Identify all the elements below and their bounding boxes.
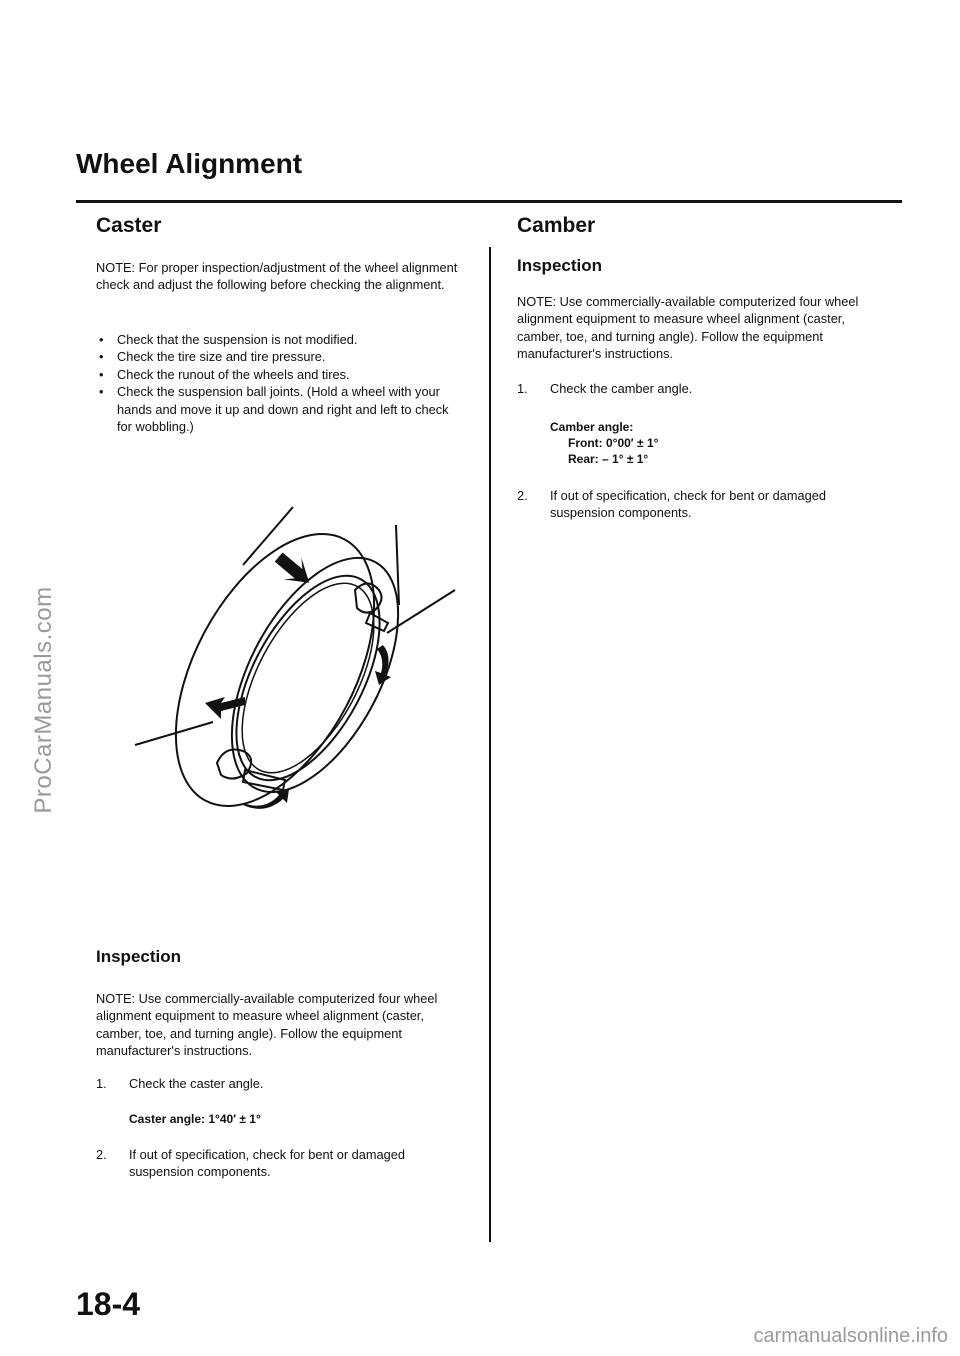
camber-heading: Camber [517, 214, 596, 237]
caster-note: NOTE: For proper inspection/adjustment of the wheel alignment check and adjust the following before checking the alignment. [96, 260, 458, 293]
caster-inspection-heading: Inspection [96, 947, 182, 966]
upper-arm [366, 613, 388, 631]
step-text: If out of specification, check for bent or damaged suspension components. [129, 1147, 406, 1180]
camber-spec-front: Front: 0°00′ ± 1° [568, 436, 659, 450]
caster-precheck-list [96, 331, 464, 435]
page-number: 18-4 [76, 1286, 141, 1322]
step-number: 1. [517, 381, 528, 396]
footer-watermark: carmanualsonline.info [753, 1325, 948, 1347]
arrow-up-icon [270, 546, 319, 593]
side-watermark: ProCarManuals.com [30, 586, 57, 814]
list-item: • Check that the suspension is not modified. [96, 331, 464, 348]
camber-inspection-note: NOTE: Use commercially-available computerized four wheel alignment equipment to measure wheel alignment (caster, camber, toe, and turning angle). Follow the equipment manufacturer's instructions. [517, 294, 859, 362]
caster-step-1 [96, 1075, 464, 1092]
step-text: Check the caster angle. [129, 1076, 264, 1091]
list-item [517, 487, 887, 522]
caster-step-2 [96, 1146, 464, 1181]
step-text: If out of specification, check for bent or damaged suspension components. [550, 488, 827, 521]
camber-spec-label: Camber angle: [550, 420, 634, 434]
caster-heading: Caster [96, 214, 162, 237]
reference-line [135, 722, 213, 745]
column-divider [489, 247, 491, 1242]
list-item [96, 1075, 464, 1092]
title-rule [76, 200, 902, 203]
caster-angle-spec: Caster angle: 1°40′ ± 1° [129, 1112, 261, 1126]
list-item: • Check the suspension ball joints. (Hold a wheel with your hands and move it up and down and right and left to check for wobbling.) [96, 383, 464, 435]
step-number: 1. [96, 1076, 107, 1091]
camber-spec-rear: Rear: – 1° ± 1° [568, 452, 649, 466]
camber-step-1 [517, 380, 887, 397]
step-text: Check the camber angle. [550, 381, 693, 396]
list-item: • Check the runout of the wheels and tires. [96, 366, 464, 383]
step-number: 2. [517, 488, 528, 503]
wheel-check-illustration [125, 495, 470, 825]
camber-step-2 [517, 487, 887, 522]
list-item [96, 1146, 464, 1181]
caster-inspection-note: NOTE: Use commercially-available computerized four wheel alignment equipment to measure wheel alignment (caster, camber, toe, and turning angle). Follow the equipment manufacturer's instructions. [96, 991, 438, 1059]
list-item [517, 380, 887, 397]
camber-inspection-heading: Inspection [517, 256, 603, 275]
step-number: 2. [96, 1147, 107, 1162]
camber-angle-spec [550, 419, 658, 467]
page-title: Wheel Alignment [76, 148, 303, 179]
list-item: • Check the tire size and tire pressure. [96, 348, 464, 365]
